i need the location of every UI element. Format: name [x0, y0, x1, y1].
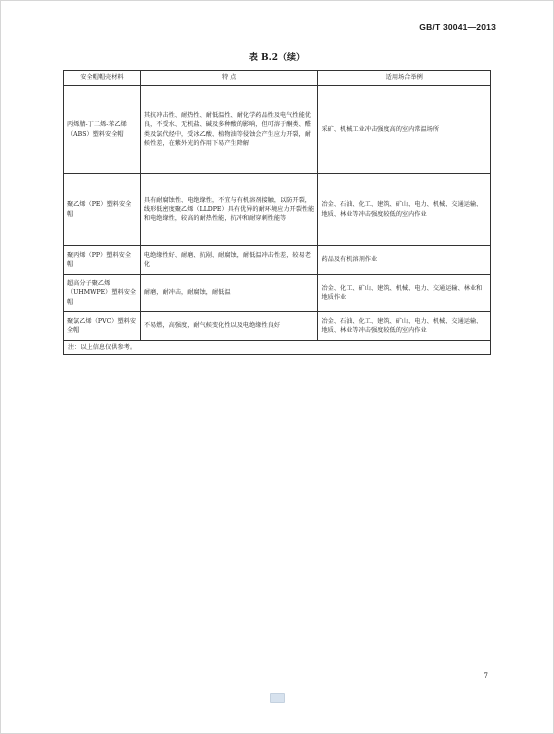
features-cell: 其抗冲击性、耐热性、耐低温性、耐化学药品性及电气性能优良，不受水、无机盐、碱及多种酸的影响，但可溶于酮类、醛类及氯代烃中，受冰乙酸、植物油等侵蚀会产生应力开裂，耐候性差，在紫外光的作用下易产生降解 — [140, 86, 318, 174]
table-note: 注：以上信息仅供参考。 — [64, 341, 491, 355]
table-header-row — [64, 71, 491, 86]
material-cell: 聚乙烯（PE）塑料安全帽 — [64, 174, 141, 246]
material-cell: 超高分子聚乙烯（UHMWPE）塑料安全帽 — [64, 275, 141, 312]
material-table — [63, 70, 491, 355]
applications-cell: 冶金、石油、化工、建筑、矿山、电力、机械、交通运输、地质、林业等冲击强度较低的室内作业 — [318, 312, 491, 341]
table-row — [64, 174, 491, 246]
material-cell: 聚氯乙烯（PVC）塑料安全帽 — [64, 312, 141, 341]
features-cell: 电绝缘性好、耐磨、抗剐、耐腐蚀，耐低温冲击性差，较易老化 — [140, 246, 318, 275]
column-header-material: 安全帽帽壳材料 — [64, 71, 141, 86]
features-cell: 具有耐腐蚀性、电绝缘性，不宜与有机溶剂接触，以防开裂，线形低密度聚乙烯（LLDPE）具有优异的耐环境应力开裂性能和电绝缘性，较高的耐热性能，抗冲和耐穿刺性能等 — [140, 174, 318, 246]
features-cell: 不易燃，高强度，耐气候变化性以及电绝缘性良好 — [140, 312, 318, 341]
page-number: 7 — [483, 672, 488, 680]
material-cell: 聚丙烯（PP）塑料安全帽 — [64, 246, 141, 275]
column-header-applications: 适用场合举例 — [318, 71, 491, 86]
applications-cell: 药品及有机溶剂作业 — [318, 246, 491, 275]
table-row — [64, 86, 491, 174]
applications-cell: 冶金、石油、化工、建筑、矿山、电力、机械、交通运输、地质、林业等冲击强度较低的室内作业 — [318, 174, 491, 246]
table-row — [64, 246, 491, 275]
applications-cell: 采矿、机械工业冲击强度高的室内常温场所 — [318, 86, 491, 174]
column-header-features: 特 点 — [140, 71, 318, 86]
features-cell: 耐磨，耐冲击，耐腐蚀，耐低温 — [140, 275, 318, 312]
table-row — [64, 275, 491, 312]
applications-cell: 冶金、化工、矿山、建筑、机械、电力、交通运输、林业和地质作业 — [318, 275, 491, 312]
table-title: 表 B.2（续） — [248, 53, 306, 63]
table-note-row — [64, 341, 491, 355]
standard-code: GB/T 30041—2013 — [419, 22, 496, 32]
watermark-mark — [270, 693, 285, 703]
table-row — [64, 312, 491, 341]
material-cell: 丙烯腈-丁二烯-苯乙烯（ABS）塑料安全帽 — [64, 86, 141, 174]
